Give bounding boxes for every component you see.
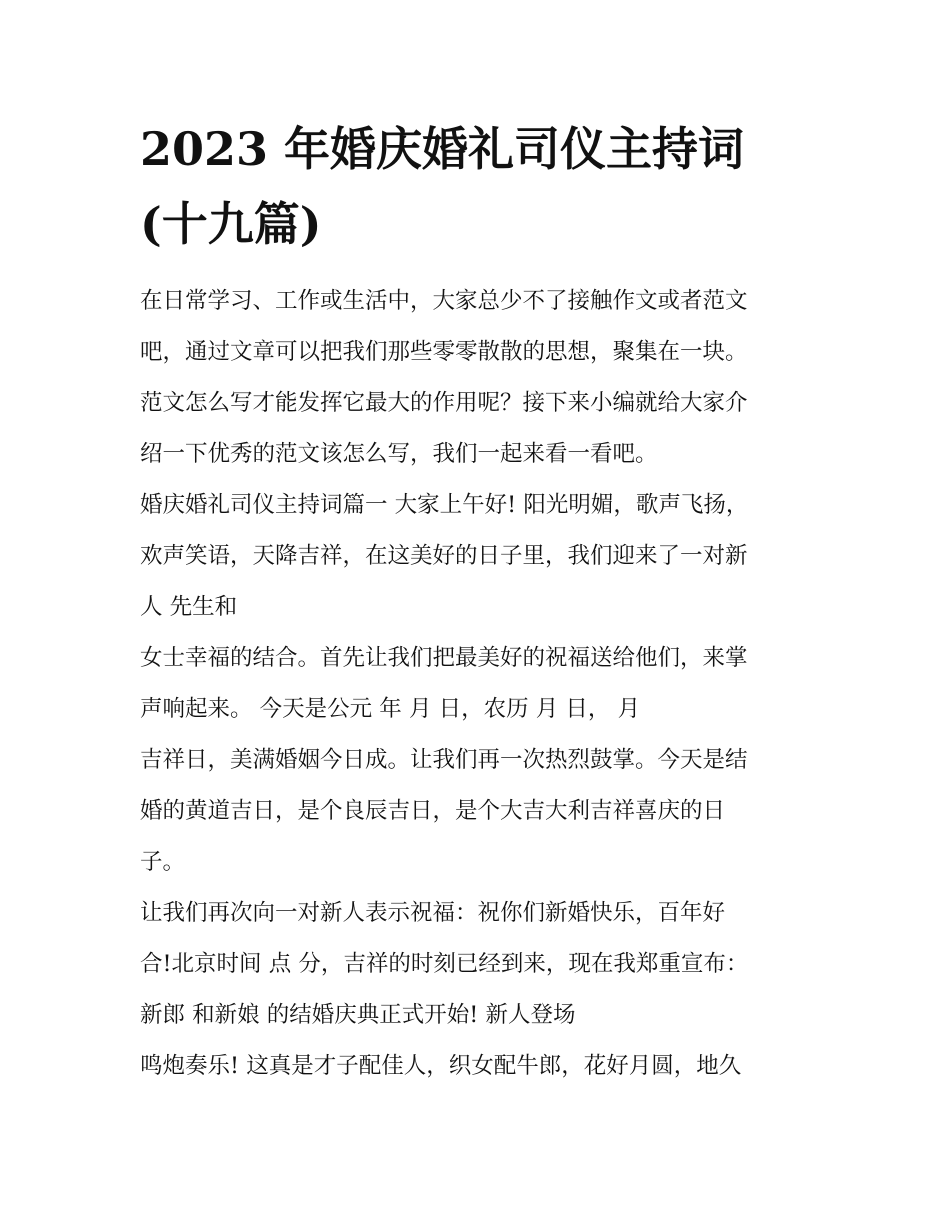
body-line: 婚庆婚礼司仪主持词篇一 大家上午好! 阳光明媚，歌声飞扬， (140, 492, 749, 518)
body-line: 子。 (140, 849, 186, 875)
document-title (140, 112, 840, 262)
body-line: 让我们再次向一对新人表示祝福：祝你们新婚快乐，百年好 (140, 900, 726, 926)
body-line: 范文怎么写才能发挥它最大的作用呢？接下来小编就给大家介 (140, 390, 748, 416)
document-body (140, 280, 840, 1096)
body-line: 声响起来。 今天是公元 年 月 日，农历 月 日， 月 (140, 696, 641, 722)
body-line: 在日常学习、工作或生活中，大家总少不了接触作文或者范文 (140, 288, 748, 314)
body-line: 鸣炮奏乐! 这真是才子配佳人，织女配牛郎，花好月圆，地久 (140, 1053, 742, 1079)
body-line: 吧，通过文章可以把我们那些零零散散的思想，聚集在一块。 (140, 339, 748, 365)
body-line: 绍一下优秀的范文该怎么写，我们一起来看一看吧。 (140, 441, 658, 467)
title-line-2: (十九篇) (140, 197, 322, 251)
body-line: 女士幸福的结合。首先让我们把最美好的祝福送给他们，来掌 (140, 645, 748, 671)
body-line: 欢声笑语，天降吉祥，在这美好的日子里，我们迎来了一对新 (140, 543, 748, 569)
body-line: 新郎 和新娘 的结婚庆典正式开始! 新人登场 (140, 1002, 576, 1028)
title-line-1: 2023 年婚庆婚礼司仪主持词 (140, 122, 745, 176)
body-line: 吉祥日，美满婚姻今日成。让我们再一次热烈鼓掌。今天是结 (140, 747, 748, 773)
body-line: 婚的黄道吉日，是个良辰吉日，是个大吉大利吉祥喜庆的日 (140, 798, 726, 824)
body-line: 合!北京时间 点 分，吉祥的时刻已经到来，现在我郑重宣布： (140, 951, 749, 977)
body-line: 人 先生和 (140, 594, 238, 620)
